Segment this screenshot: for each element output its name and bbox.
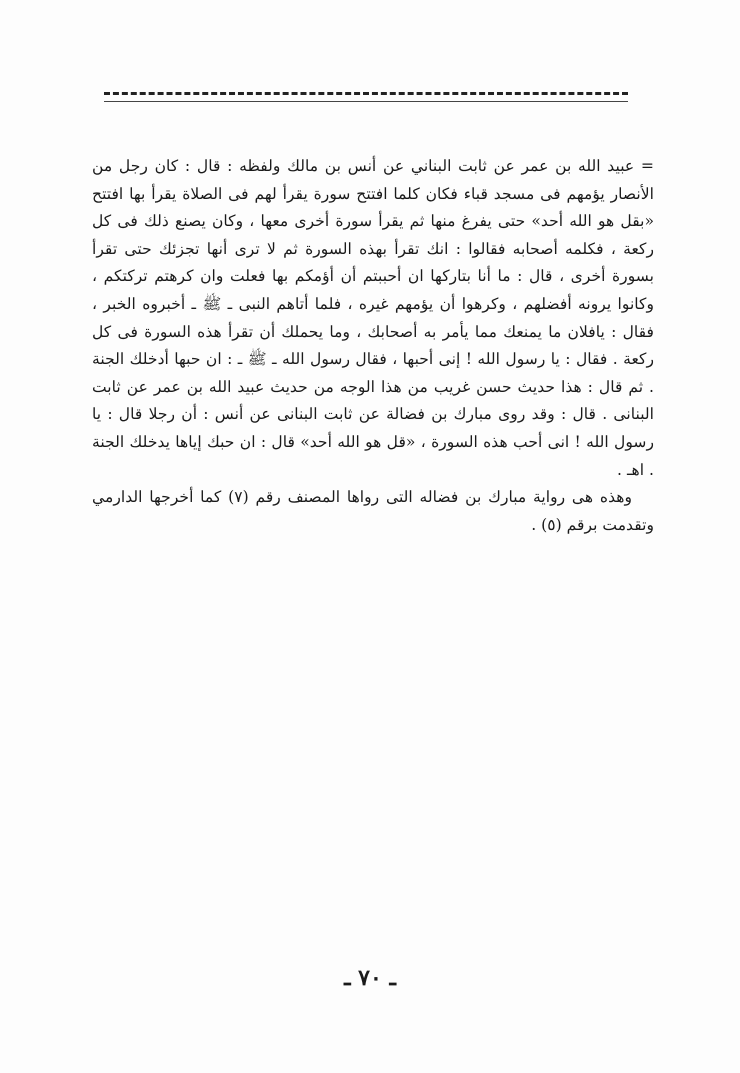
continuation-mark: = bbox=[640, 157, 654, 175]
page-number: ـ ٧٠ ـ bbox=[344, 965, 396, 991]
paragraph-1-text: عبيد الله بن عمر عن ثابت البناني عن أنس بن مالك ولفظه : قال : كان رجل من الأنصار يؤمهم فى مسجد قباء فكان كلما افتتح سورة يقرأ لهم فى الصلاة يقرأ بها افتتح «بقل هو الله أحد» حتى يفرغ منها ثم يقرأ سورة أخرى معها ، وكان يصنع ذلك فى كل ركعة ، فكلمه أصحابه فقالوا : انك تقرأ بهذه السورة ثم لا ترى أنها تجزئك حتى تقرأ بسورة أخرى ، قال : ما أنا بتاركها ان أحببتم أن أؤمكم بها فعلت وان كرهتم تركتكم ، وكانوا يرونه أفضلهم ، وكرهوا أن يؤمهم غيره ، فلما أتاهم النبى ـ ﷺ ـ أخبروه الخبر ، فقال : يافلان ما يمنعك مما يأمر به أصحابك ، وما يحملك أن تقرأ هذه السورة فى كل ركعة . فقال : يا رسول الله ! إنى أحبها ، فقال رسول الله ـ ﷺ ـ : ان حبها أدخلك الجنة . ثم قال : هذا حديث حسن غريب من هذا الوجه من حديث عبيد الله بن عمر عن ثابت البنانى . قال : وقد روى مبارك بن فضالة عن ثابت البنانى عن أنس : أن رجلا قال : يا رسول الله ! انى أحب هذه السورة ، «قل هو الله أحد» قال : ان حبك إياها يدخلك الجنة . اهـ . bbox=[92, 157, 654, 479]
paragraph-2: وهذه هى رواية مبارك بن فضاله التى رواها المصنف رقم (٧) كما أخرجها الدارمي وتقدمت برقم (٥) . bbox=[92, 488, 654, 534]
page-body bbox=[92, 153, 654, 539]
header-dashed-rule bbox=[104, 92, 628, 105]
header-thin-rule bbox=[104, 101, 628, 102]
paragraph-1 bbox=[92, 153, 654, 484]
